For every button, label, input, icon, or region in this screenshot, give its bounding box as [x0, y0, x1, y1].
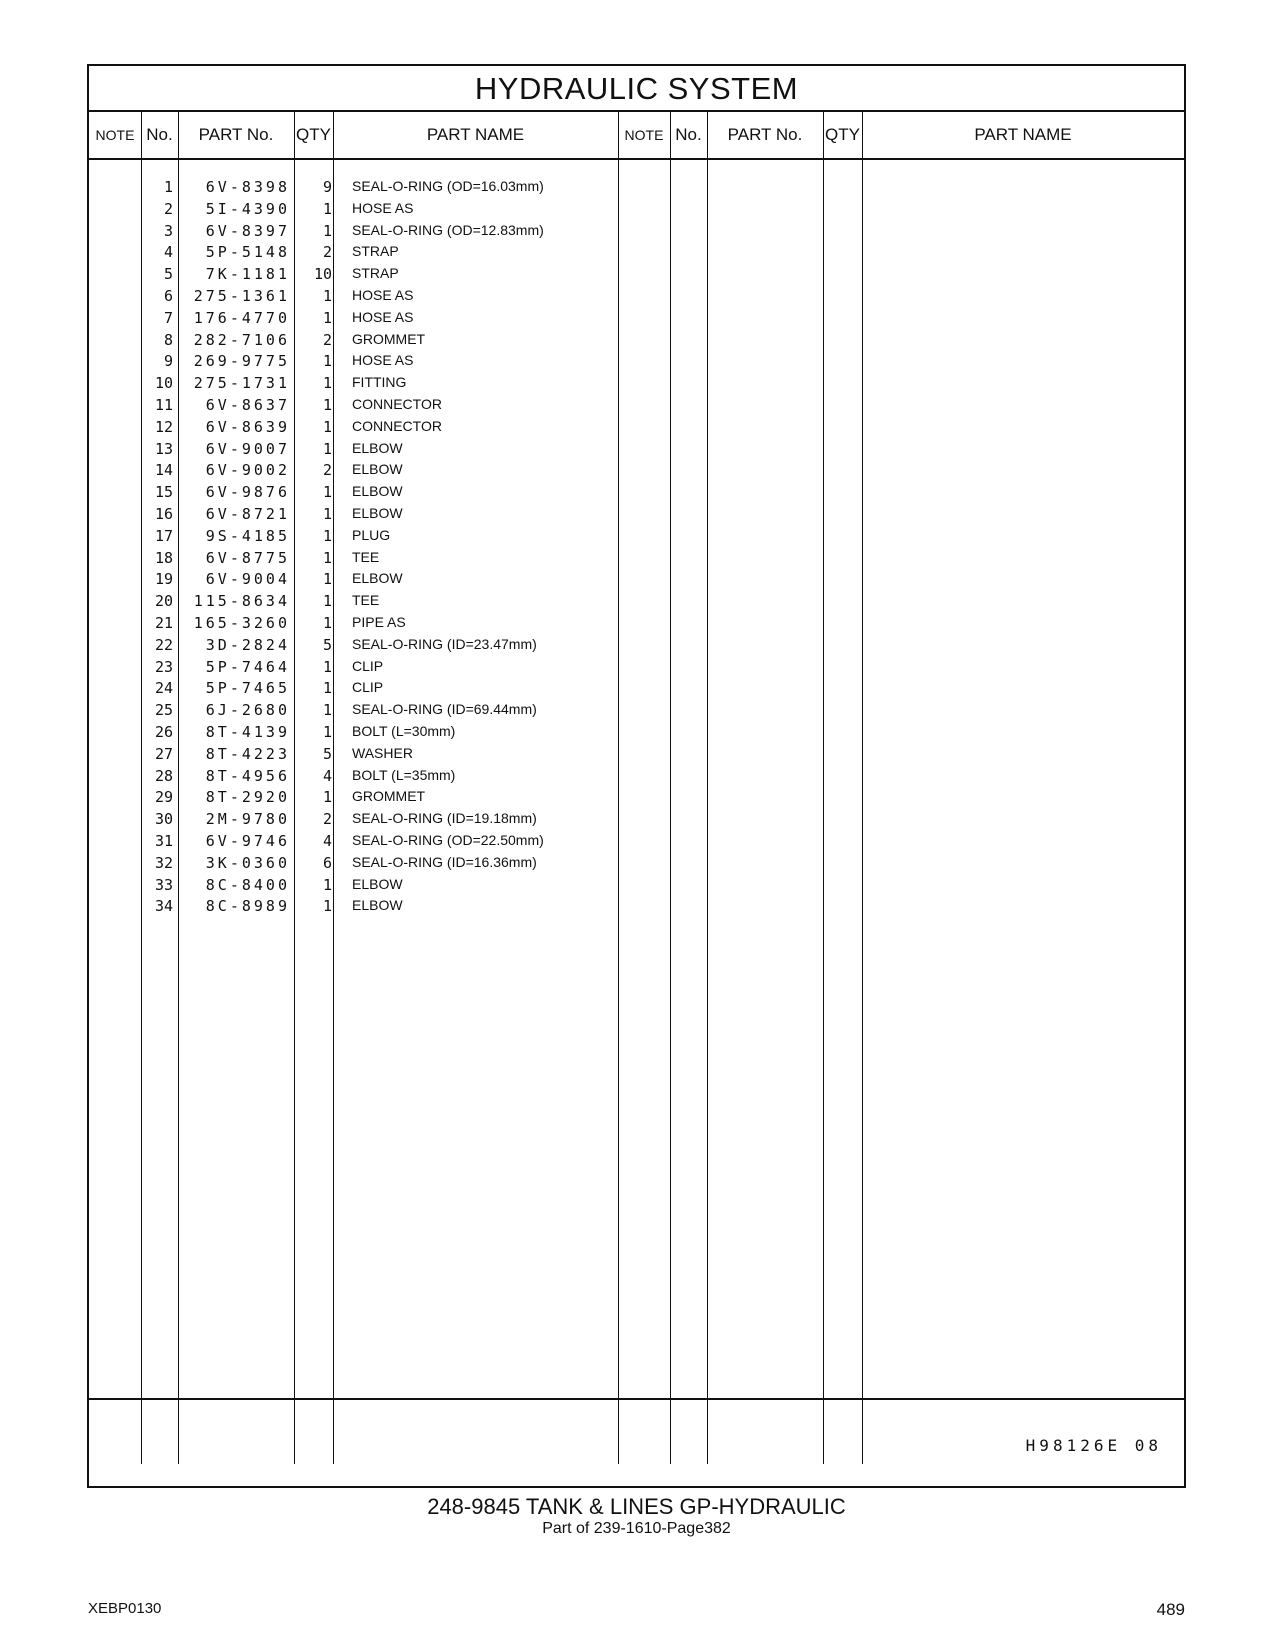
part-number: 275-1731: [193, 374, 290, 393]
table-row: [89, 309, 1184, 332]
quantity: 1: [322, 287, 332, 305]
item-number: 7: [163, 308, 173, 327]
part-name: CLIP: [352, 657, 384, 674]
item-number: 14: [154, 461, 173, 480]
quantity: 1: [322, 788, 332, 807]
part-name: SEAL-O-RING (ID=69.44mm): [352, 701, 537, 718]
item-number: 8: [163, 330, 173, 349]
item-number: 33: [154, 875, 173, 894]
header-qty: QTY: [296, 125, 331, 144]
quantity: 1: [322, 570, 332, 589]
part-name: HOSE AS: [352, 308, 414, 325]
item-number: 19: [154, 570, 173, 589]
part-number: 3K-0360: [205, 853, 290, 872]
item-number: 15: [154, 483, 173, 502]
item-number: 1: [163, 178, 173, 196]
item-number: 9: [163, 352, 173, 371]
item-number: 10: [154, 374, 173, 393]
part-number: 2M-9780: [205, 810, 290, 829]
part-name: FITTING: [352, 374, 407, 391]
table-row: [89, 614, 1184, 637]
item-number: 21: [154, 614, 173, 632]
item-number: 29: [154, 788, 173, 807]
table-row: [89, 701, 1184, 724]
parts-list-frame: [87, 64, 1186, 1488]
header-part-name: PART NAME: [426, 125, 525, 144]
table-row: [89, 200, 1184, 223]
header-part-no-2: PART No.: [727, 125, 803, 144]
part-name: SEAL-O-RING (OD=22.50mm): [352, 832, 544, 848]
part-name: CONNECTOR: [352, 396, 442, 412]
quantity: 1: [322, 396, 332, 414]
table-row: [89, 810, 1184, 833]
part-name: SEAL-O-RING (OD=12.83mm): [352, 221, 544, 238]
part-name: PIPE AS: [352, 614, 406, 630]
table-row: [89, 876, 1184, 899]
quantity: 1: [322, 526, 332, 545]
header-note: NOTE: [95, 127, 135, 143]
part-number: 3D-2824: [205, 635, 290, 654]
item-number: 5: [163, 265, 173, 284]
part-number: 6V-9746: [205, 832, 290, 850]
table-row: [89, 461, 1184, 484]
quantity: 1: [322, 875, 332, 894]
quantity: 1: [322, 897, 332, 916]
part-number: 8T-4956: [205, 766, 290, 785]
table-row: [89, 549, 1184, 572]
part-name: WASHER: [352, 744, 413, 761]
part-name: ELBOW: [352, 875, 403, 892]
quantity: 1: [322, 548, 332, 567]
table-row: [89, 570, 1184, 593]
part-number: 282-7106: [193, 330, 290, 349]
part-name: HOSE AS: [352, 287, 414, 303]
item-number: 24: [154, 679, 173, 698]
table-row: [89, 440, 1184, 463]
part-number: 8T-2920: [205, 788, 290, 807]
quantity: 1: [322, 657, 332, 676]
part-number: 9S-4185: [205, 526, 290, 545]
table-row: [89, 352, 1184, 375]
part-name: TEE: [352, 548, 380, 565]
item-number: 22: [154, 635, 173, 654]
part-name: SEAL-O-RING (ID=23.47mm): [352, 635, 537, 652]
table-row: [89, 527, 1184, 550]
item-number: 30: [154, 810, 173, 829]
part-number: 115-8634: [193, 592, 290, 611]
table-row: [89, 505, 1184, 528]
quantity: 6: [322, 853, 332, 872]
table-row: [89, 418, 1184, 441]
part-number: 8C-8400: [205, 875, 290, 894]
quantity: 1: [322, 679, 332, 698]
header-qty-2: QTY: [825, 125, 860, 144]
part-number: 6V-9876: [205, 483, 290, 502]
quantity: 1: [322, 723, 332, 741]
quantity: 1: [322, 592, 332, 611]
part-name: GROMMET: [352, 788, 426, 805]
table-row: [89, 331, 1184, 354]
part-name: CONNECTOR: [352, 417, 442, 434]
document-number: XEBP0130: [88, 1600, 162, 1617]
item-number: 17: [154, 526, 173, 545]
table-bottom-rule: [89, 1398, 1184, 1400]
quantity: 2: [322, 330, 332, 349]
table-row: [89, 178, 1184, 201]
quantity: 1: [322, 352, 332, 371]
part-name: SEAL-O-RING (OD=16.03mm): [352, 178, 544, 194]
table-row: [89, 287, 1184, 310]
part-number: 6V-8639: [205, 417, 290, 436]
part-number: 8T-4139: [205, 723, 290, 741]
header-part-no: PART No.: [198, 125, 274, 144]
table-row: [89, 854, 1184, 877]
quantity: 1: [322, 614, 332, 632]
item-number: 34: [154, 897, 173, 916]
part-number: 5I-4390: [205, 199, 290, 218]
page-number: 489: [1156, 1600, 1185, 1619]
table-row: [89, 745, 1184, 768]
header-note-2: NOTE: [624, 127, 664, 143]
part-number: 6V-8398: [205, 178, 290, 196]
part-number: 6V-8637: [205, 396, 290, 414]
quantity: 4: [322, 766, 332, 785]
item-number: 3: [163, 221, 173, 240]
table-row: [89, 222, 1184, 245]
part-number: 6V-9007: [205, 439, 290, 458]
part-number: 7K-1181: [205, 265, 290, 284]
item-number: 18: [154, 548, 173, 567]
part-name: TEE: [352, 592, 380, 609]
part-number: 8T-4223: [205, 744, 290, 763]
item-number: 23: [154, 657, 173, 676]
item-number: 13: [154, 439, 173, 458]
quantity: 2: [322, 243, 332, 262]
part-name: HOSE AS: [352, 199, 414, 216]
header-part-name-2: PART NAME: [974, 125, 1072, 144]
part-name: SEAL-O-RING (ID=16.36mm): [352, 853, 537, 870]
table-header: [89, 112, 1184, 160]
quantity: 4: [322, 832, 332, 850]
part-number: 6J-2680: [205, 701, 290, 720]
table-row: [89, 636, 1184, 659]
quantity: 1: [322, 199, 332, 218]
header-no-2: No.: [675, 125, 702, 144]
part-number: 5P-7464: [205, 657, 290, 676]
item-number: 12: [154, 417, 173, 436]
table-row: [89, 767, 1184, 790]
part-number: 165-3260: [193, 614, 290, 632]
table-row: [89, 832, 1184, 855]
table-row: [89, 396, 1184, 419]
quantity: 1: [322, 221, 332, 240]
quantity: 1: [322, 483, 332, 502]
item-number: 16: [154, 505, 173, 523]
group-title: 248-9845 TANK & LINES GP-HYDRAULIC: [427, 1494, 846, 1519]
item-number: 31: [154, 832, 173, 850]
table-row: [89, 483, 1184, 506]
table-row: [89, 243, 1184, 266]
part-name: GROMMET: [352, 330, 426, 347]
table-row: [89, 679, 1184, 702]
table-row: [89, 788, 1184, 811]
part-name: STRAP: [352, 265, 399, 282]
quantity: 9: [322, 178, 332, 196]
quantity: 5: [322, 635, 332, 654]
part-name: ELBOW: [352, 483, 403, 500]
illustration-code: H98126E 08: [1025, 1436, 1162, 1455]
quantity: 5: [322, 744, 332, 763]
table-row: [89, 658, 1184, 681]
part-name: PLUG: [352, 526, 391, 543]
item-number: 27: [154, 744, 173, 763]
item-number: 4: [163, 243, 173, 262]
part-name: BOLT (L=30mm): [352, 723, 456, 739]
quantity: 1: [322, 701, 332, 720]
part-number: 5P-5148: [205, 243, 290, 262]
part-name: ELBOW: [352, 570, 403, 587]
header-no: No.: [146, 125, 173, 144]
part-number: 6V-8721: [205, 505, 290, 523]
item-number: 20: [154, 592, 173, 611]
item-number: 6: [163, 287, 173, 305]
quantity: 1: [322, 505, 332, 523]
part-name: ELBOW: [352, 505, 403, 521]
item-number: 11: [154, 396, 173, 414]
part-name: BOLT (L=35mm): [352, 766, 456, 783]
group-subtitle: Part of 239-1610-Page382: [542, 1520, 731, 1537]
part-number: 269-9775: [193, 352, 290, 371]
item-number: 28: [154, 766, 173, 785]
part-name: STRAP: [352, 243, 399, 260]
quantity: 1: [322, 374, 332, 393]
table-row: [89, 265, 1184, 288]
part-number: 6V-8775: [205, 548, 290, 567]
part-number: 6V-9004: [205, 570, 290, 589]
table-row: [89, 723, 1184, 746]
quantity: 1: [322, 417, 332, 436]
quantity: 2: [322, 810, 332, 829]
part-number: 275-1361: [193, 287, 290, 305]
part-name: SEAL-O-RING (ID=19.18mm): [352, 810, 537, 827]
table-row: [89, 897, 1184, 920]
table-row: [89, 592, 1184, 615]
item-number: 25: [154, 701, 173, 720]
page-title: HYDRAULIC SYSTEM: [89, 66, 1184, 112]
part-name: HOSE AS: [352, 352, 414, 369]
part-number: 5P-7465: [205, 679, 290, 698]
table-row: [89, 374, 1184, 397]
part-name: ELBOW: [352, 439, 403, 456]
item-number: 2: [163, 199, 173, 218]
part-number: 8C-8989: [205, 897, 290, 916]
quantity: 1: [322, 439, 332, 458]
quantity: 1: [322, 308, 332, 327]
part-name: CLIP: [352, 679, 384, 696]
part-name: ELBOW: [352, 461, 403, 478]
part-name: ELBOW: [352, 897, 403, 914]
quantity: 2: [322, 461, 332, 480]
item-number: 26: [154, 723, 173, 741]
part-number: 6V-9002: [205, 461, 290, 480]
item-number: 32: [154, 853, 173, 872]
part-number: 6V-8397: [205, 221, 290, 240]
quantity: 10: [313, 265, 332, 284]
part-number: 176-4770: [193, 308, 290, 327]
